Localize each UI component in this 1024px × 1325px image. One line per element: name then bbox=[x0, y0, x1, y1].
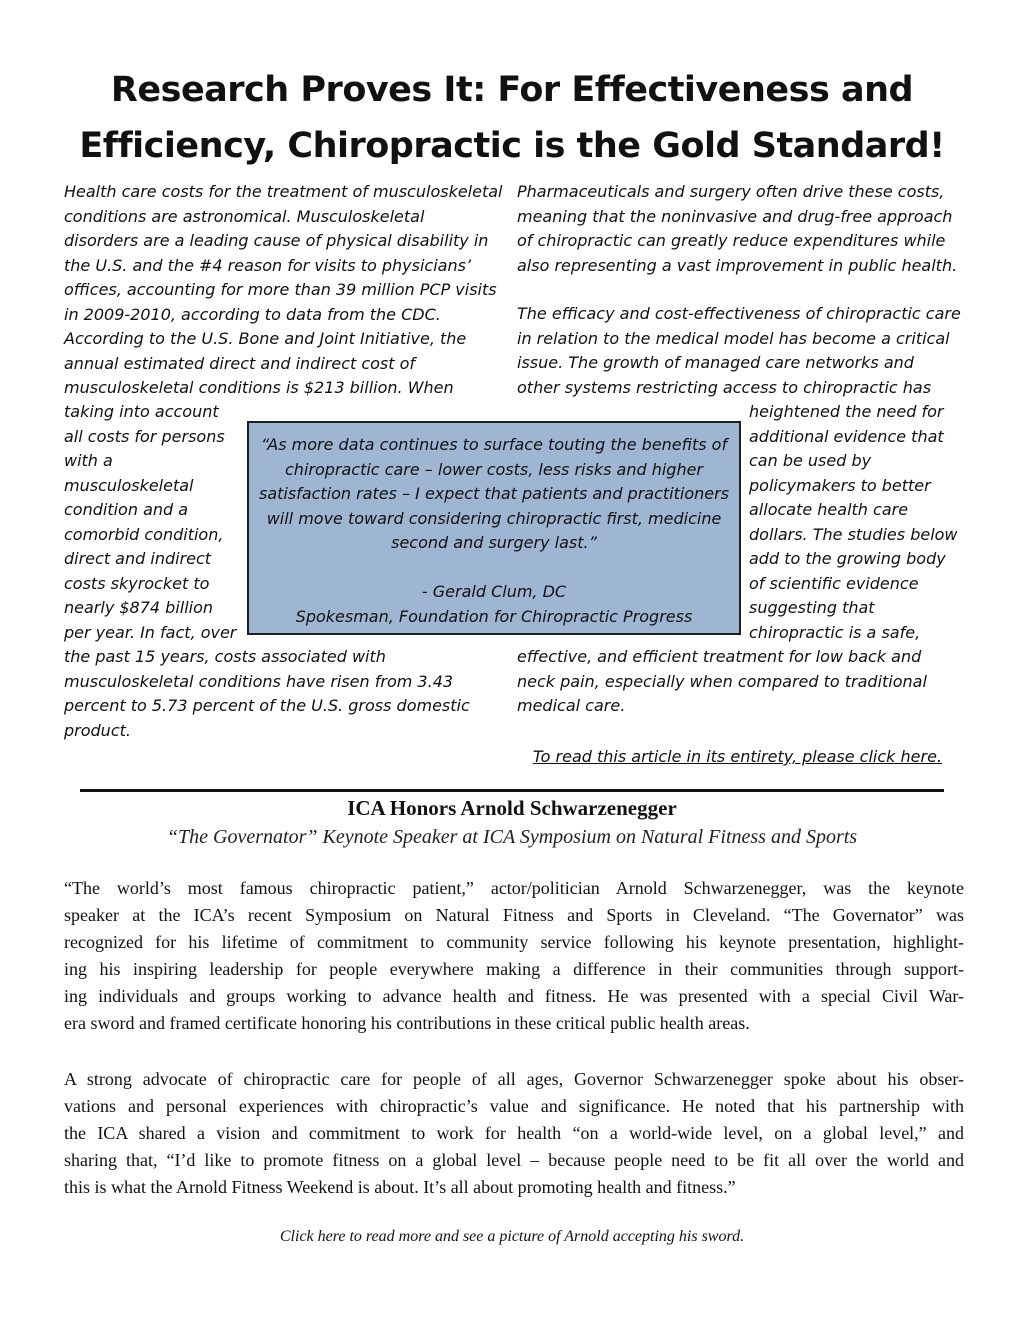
text-line: percent to 5.73 percent of the U.S. gross domestic bbox=[64, 696, 470, 715]
read-article-link[interactable]: To read this article in its entirety, please click here. bbox=[532, 747, 942, 766]
text-line: comorbid condition, bbox=[64, 524, 224, 544]
section-title: ICA Honors Arnold Schwarzenegger bbox=[347, 796, 677, 820]
text-line: dollars. The studies below bbox=[749, 524, 958, 544]
quote-line: chiropractic care – lower costs, less risks and higher bbox=[285, 459, 703, 479]
text-line: with a bbox=[64, 451, 113, 470]
text-line: product. bbox=[64, 720, 131, 740]
text-line: ing his inspiring leadership for people everywhere making a difference in their communities through support- bbox=[64, 959, 964, 979]
text-line: policymakers to better bbox=[749, 475, 931, 495]
text-line: the ICA shared a vision and commitment to work for health “on a world-wide level, on a global level,” and bbox=[64, 1123, 964, 1143]
text-line: According to the U.S. Bone and Joint Initiative, the bbox=[64, 329, 467, 348]
text-line: neck pain, especially when compared to traditional bbox=[517, 671, 927, 691]
text-line: in 2009-2010, according to data from the CDC. bbox=[64, 304, 441, 324]
read-more-arnold-link[interactable]: Click here to read more and see a picture of Arnold accepting his sword. bbox=[279, 1228, 745, 1245]
text-line: Health care costs for the treatment of musculoskeletal bbox=[64, 182, 503, 201]
text-line: also representing a vast improvement in public health. bbox=[517, 255, 958, 275]
text-line: offices, accounting for more than 39 million PCP visits bbox=[64, 280, 497, 299]
quote-line: “As more data continues to surface touting the benefits of bbox=[260, 435, 728, 454]
text-line: vations and personal experiences with chiropractic’s value and significance. He noted that his partnership with bbox=[64, 1096, 964, 1116]
text-line: heightened the need for bbox=[749, 402, 944, 421]
section-subtitle: “The Governator” Keynote Speaker at ICA Symposium on Natural Fitness and Sports bbox=[166, 826, 858, 848]
right-column-middle bbox=[517, 302, 961, 400]
text-line: issue. The growth of managed care networks and bbox=[517, 353, 914, 372]
text-line: the past 15 years, costs associated with bbox=[64, 647, 386, 666]
quote-attribution-name: - Gerald Clum, DC bbox=[421, 582, 567, 601]
text-line: costs skyrocket to bbox=[64, 573, 210, 593]
headline-line-1: Research Proves It: For Effectiveness and bbox=[110, 70, 914, 110]
text-line: Pharmaceuticals and surgery often drive these costs, bbox=[517, 182, 945, 201]
text-line: direct and indirect bbox=[64, 549, 212, 568]
right-column-bottom bbox=[517, 645, 927, 719]
text-line: A strong advocate of chiropractic care for people of all ages, Governor Schwarzenegger spoke about his obser- bbox=[64, 1069, 964, 1089]
quote-line: satisfaction rates – I expect that patients and practitioners bbox=[258, 484, 730, 503]
text-line: add to the growing body bbox=[749, 549, 946, 568]
pull-quote-box bbox=[247, 421, 741, 635]
text-line: all costs for persons bbox=[64, 426, 225, 446]
text-line: allocate health care bbox=[749, 500, 909, 519]
text-line: recognized for his lifetime of commitment to community service following his keynote presentation, highlight- bbox=[64, 932, 964, 952]
text-line: annual estimated direct and indirect cost of bbox=[64, 353, 416, 373]
quote-attribution-title: Spokesman, Foundation for Chiropractic Progress bbox=[295, 606, 693, 626]
left-column-narrow bbox=[64, 400, 236, 645]
text-line: per year. In fact, over bbox=[64, 622, 237, 642]
text-line: nearly $874 billion bbox=[64, 598, 214, 617]
left-column-top bbox=[64, 180, 502, 401]
text-line: era sword and framed certificate honoring his contributions in these critical public health areas. bbox=[64, 1013, 750, 1033]
text-line: other systems restricting access to chiropractic has bbox=[517, 377, 932, 397]
text-line: speaker at the ICA’s recent Symposium on Natural Fitness and Sports in Cleveland. “The Governator” was bbox=[64, 905, 964, 925]
section-divider bbox=[80, 789, 944, 792]
text-line: effective, and efficient treatment for low back and bbox=[517, 647, 922, 666]
article-headline bbox=[40, 62, 984, 174]
headline-line-2: Efficiency, Chiropractic is the Gold Standard! bbox=[79, 126, 945, 166]
text-line: sharing that, “I’d like to promote fitness on a global level – because people need to be fit all over the world and bbox=[64, 1150, 964, 1170]
text-line: medical care. bbox=[517, 696, 626, 715]
text-line: “The world’s most famous chiropractic patient,” actor/politician Arnold Schwarzenegger, was the keynote bbox=[64, 878, 964, 898]
text-line: of scientific evidence bbox=[749, 573, 919, 593]
right-column-top bbox=[517, 180, 957, 278]
text-line: additional evidence that bbox=[749, 426, 944, 446]
text-line: musculoskeletal conditions have risen from 3.43 bbox=[64, 671, 454, 691]
text-line: in relation to the medical model has become a critical bbox=[517, 328, 950, 348]
text-line: musculoskeletal bbox=[64, 475, 194, 495]
article-paragraph-2 bbox=[64, 1066, 964, 1201]
left-column-bottom bbox=[64, 645, 470, 743]
text-line: disorders are a leading cause of physical disability in bbox=[64, 231, 489, 250]
text-line: The efficacy and cost-effectiveness of chiropractic care bbox=[517, 304, 961, 323]
text-line: chiropractic is a safe, bbox=[749, 622, 921, 642]
text-line: musculoskeletal conditions is $213 billion. When bbox=[64, 378, 454, 397]
text-line: condition and a bbox=[64, 500, 189, 519]
quote-line: second and surgery last.” bbox=[391, 533, 597, 552]
text-line: conditions are astronomical. Musculoskeletal bbox=[64, 206, 425, 226]
text-line: suggesting that bbox=[749, 598, 875, 617]
text-line: this is what the Arnold Fitness Weekend is about. It’s all about promoting health and fitness.” bbox=[64, 1177, 736, 1197]
text-line: the U.S. and the #4 reason for visits to physicians’ bbox=[64, 255, 472, 275]
text-line: of chiropractic can greatly reduce expenditures while bbox=[517, 231, 946, 250]
quote-line: will move toward considering chiropractic first, medicine bbox=[266, 508, 722, 528]
right-column-narrow bbox=[749, 400, 958, 645]
text-line: meaning that the noninvasive and drug-free approach bbox=[517, 206, 953, 226]
text-line: taking into account bbox=[64, 402, 219, 421]
article-paragraph-1 bbox=[64, 875, 964, 1037]
text-line: ing individuals and groups working to advance health and fitness. He was presented with a special Civil War- bbox=[64, 986, 964, 1006]
text-line: can be used by bbox=[749, 451, 872, 470]
